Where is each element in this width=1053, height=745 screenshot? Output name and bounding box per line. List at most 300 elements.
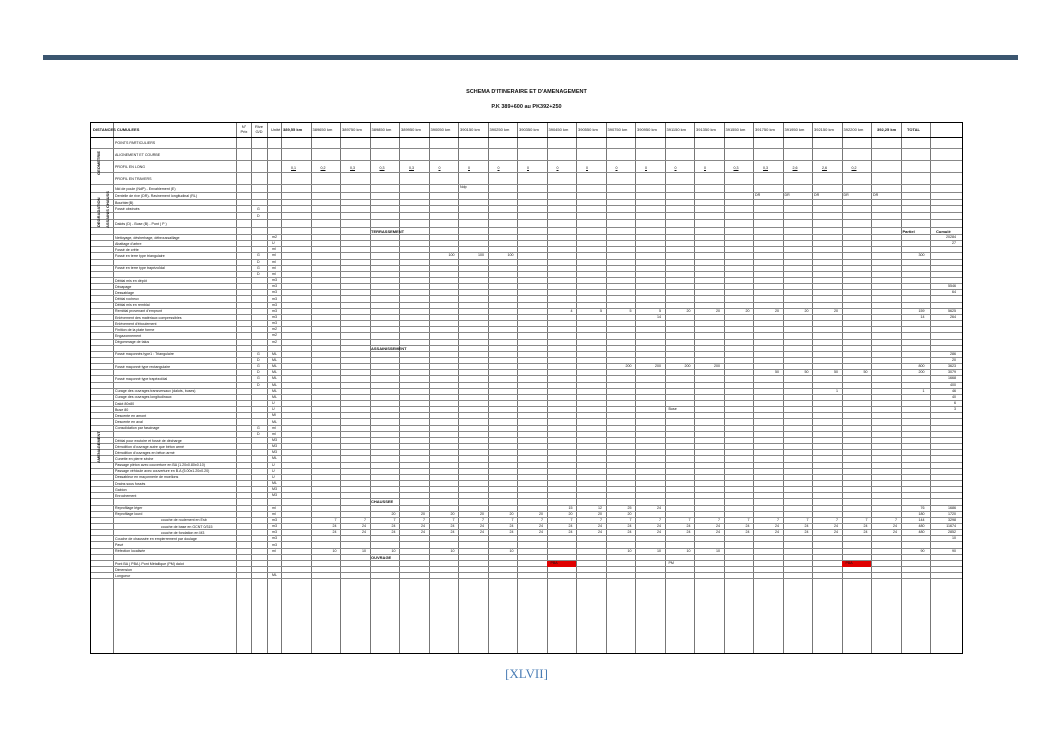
table-row [91,573,962,579]
value-cell: 7 [865,517,868,522]
value-cell: 5 [659,308,661,313]
value-cell: 24 [893,530,897,535]
value-cell: 24 [834,524,838,529]
value-cell: 200 [714,364,720,369]
value-cell: 24 [450,530,455,535]
dr-mark: DR [784,193,790,197]
value-cell: 5 [629,308,632,313]
header-unite: Unité [271,127,281,132]
value-cell: 24 [391,524,396,529]
row-label: Reprofilage lourd [115,512,143,517]
value-cell: 10 [391,548,396,553]
row-label: Bourbier(B) [115,200,134,205]
partiel-header: Partiel [902,229,915,234]
header-pk: 391950 km [784,127,805,132]
unit-cell: m3 [272,321,277,326]
cumule-cell: 90 [952,548,956,553]
rive-cell: D [257,370,260,375]
row-label: Engazonnement [115,333,142,338]
unit-cell: m3 [272,308,277,313]
value-cell: 24 [450,524,455,529]
cumule-cell: 1686 [948,505,956,510]
row-label: Enlèvement des matériaux compressibles [115,315,182,320]
value-cell: 24 [834,530,838,535]
row-label: Descente en aval [115,420,143,425]
row-label: Fossé obstrués [115,207,140,211]
unit-cell: ml [272,431,276,436]
profil-value: 0,3 [733,166,739,170]
unit-cell: ml [272,253,276,258]
row-label: Nettoyage, désherbage, débroussaillage [115,235,180,240]
value-cell: 24 [421,530,425,535]
value-cell: 20 [804,308,809,313]
value-cell: 20 [391,511,396,516]
value-cell: 24 [568,530,573,535]
row-label: Dalots (D) - Buse (B) - Pont ( P ) [115,221,167,226]
value-cell: 7 [511,517,514,522]
degradation-row [91,206,962,213]
value-cell: 24 [686,530,691,535]
value-cell: 24 [627,530,632,535]
row-label: Buse 80 [115,407,129,412]
value-cell: 7 [452,517,455,522]
value-cell: 20 [480,511,484,516]
value-cell: PBA [550,560,558,565]
profil-value: 0,3 [763,166,768,170]
unit-cell: ml [272,259,276,264]
value-cell: 24 [539,524,543,529]
partiel-cell: 14 [920,314,925,319]
row-label: Dimension [115,567,132,572]
profil-value: 0 [497,166,500,170]
row-label: ALIGNEMENT ET COURBE [115,152,161,157]
row-label: Finition de la plate forme [115,327,155,332]
unit-cell: m3 [272,284,277,289]
cumule-cell: 10 [952,536,956,541]
row-label: Gabion [115,487,127,492]
row-label: Enlèvement d'éboulement [115,321,157,326]
cumule-cell: 2852 [948,530,956,535]
value-cell: 24 [893,524,897,529]
value-cell: 24 [863,530,868,535]
unit-cell: ML [272,370,277,375]
value-cell: Buse [668,407,677,412]
rive-cell: G [257,364,260,369]
value-cell: 10 [450,548,455,553]
unit-cell: m3 [272,278,277,283]
value-cell: 200 [625,364,632,369]
profil-value: 0 [438,166,441,170]
value-cell: 20 [568,511,573,516]
value-cell: 20 [421,511,425,516]
unit-cell: M3 [272,493,277,498]
value-cell: 24 [657,524,661,529]
cumule-header: Cumulé [936,229,951,234]
row-label: Décapage [115,284,132,289]
unit-cell: m3 [272,517,277,522]
partiel-cell: 180 [918,511,925,516]
row-label: Pavé [115,543,124,548]
profil-value: 0,3 [409,166,414,170]
row-label: Curage des ouvrages longitudinaux [115,395,172,400]
header-pk: 390950 km [637,127,657,132]
row-label: couche de base en GCNT 0/315 [161,524,213,529]
unit-cell: ml [272,247,276,252]
row-label: Déblai mis en dépôt [115,278,147,283]
rive-cell: D [257,271,260,276]
value-cell: 7 [334,517,337,522]
value-cell: 20 [716,308,720,313]
unit-cell: m2 [272,339,277,344]
value-cell: 24 [391,530,396,535]
value-cell: 20 [745,308,750,313]
row-label: Dentelle de rive (DR)- Ravinement longitudinal (RL) [115,194,198,198]
header-pk: 392200 km [843,127,864,132]
value-cell: 7 [629,517,632,522]
value-cell: 24 [716,524,720,529]
header-pk: 391750 km [755,127,775,132]
value-cell: 7 [836,517,838,522]
value-cell: PBA [845,560,853,565]
dr-mark: DR [755,193,761,197]
value-cell: 12 [598,505,602,510]
value-cell: 20 [539,511,543,516]
unit-cell: ml [272,548,276,553]
header-pk: 390450 km [548,127,569,132]
profil-value: 0,2 [851,166,857,170]
header-pk: 390550 km [578,127,598,132]
profil-value: 0 [586,166,588,170]
row-label: Dégommage de talus [115,340,150,345]
cumule-cell: 264 [950,314,956,319]
unit-cell: ML [272,456,277,461]
cumule-cell: 6 [954,401,956,406]
unit-cell: U [272,401,275,406]
band-amenagement: AMENAGEMENT [96,431,101,463]
rive-cell: D [257,358,260,362]
partiel-cell: 90 [920,548,925,553]
value-cell: 20 [627,511,632,516]
cumule-cell: 5546 [948,284,956,289]
row-label: Passage véhicule avec couverture en B.A (5.00x1.20x0.20) [115,469,210,474]
profil-value: 2,6 [792,166,798,170]
profil-value: 0,1 [291,166,296,170]
cumule-cell: 27 [952,241,956,246]
unit-cell: ML [272,419,277,424]
header-pk: 391550 km [725,127,746,132]
unit-cell: M3 [272,437,277,442]
value-cell: 24 [509,524,514,529]
page-footer: [XLVII] [505,666,548,681]
unit-cell: U [272,474,275,479]
unit-cell: M3 [272,487,277,492]
unit-cell: ml [272,511,276,516]
header-pk: 389950 km [401,127,421,132]
unit-cell: ml [272,505,276,510]
value-cell: 24 [598,530,602,535]
value-cell: 7 [541,517,543,522]
unit-cell: ML [272,388,277,393]
unit-cell: U [272,241,275,246]
unit-cell: m2 [272,327,277,332]
cumule-cell: 1720 [948,511,956,516]
unit-cell: ML [272,481,277,485]
value-cell: 24 [332,530,337,535]
row-label: couche de roulement en Esb [161,518,207,523]
degradation-row [91,213,962,220]
partiel-cell: 800 [918,364,925,369]
unit-cell: ML [272,394,277,399]
header-pk: 389650 km [312,127,333,132]
row-label: couche de fondation en M3 [161,530,205,535]
partiel-cell: 159 [918,308,925,313]
unit-cell: m3 [272,542,277,547]
value-cell: 1 [836,388,838,393]
partiel-cell: 1 [922,388,925,393]
cumule-cell: 64 [952,290,956,295]
value-cell: 50 [834,370,838,375]
partiel-cell: 300 [918,253,925,258]
unit-cell: m3 [272,302,277,307]
unit-cell: m3 [272,296,277,301]
value-cell: 20 [509,511,514,516]
partiel-cell: 144 [918,517,925,522]
value-cell: 24 [716,530,720,535]
profil-value: 0 [527,166,529,170]
value-cell: 24 [539,530,543,535]
section-title: CHAUSSEE [371,499,394,505]
value-cell: PM [668,560,674,565]
value-cell: 20 [686,308,691,313]
value-cell: 25 [627,505,632,510]
profil-value: 0,3 [379,166,385,170]
value-cell: 10 [362,548,366,553]
row-label: Curage des ouvrages transversaux (dalots, buses) [115,389,196,394]
header-pk: 391150 km [666,127,686,132]
header-pk: 390350 km [519,127,539,132]
profil-value: 0 [704,166,706,170]
row-label: Nid de poule (NdP) - Envahlement (E) [115,186,176,191]
row-label: Dessablage [115,290,134,295]
unit-cell: m2 [272,333,277,338]
rive-cell: G [257,207,260,211]
value-cell: 7 [806,517,809,522]
row-label: Fossé en terre type triangulaire [115,254,165,258]
cumule-cell: 400 [950,382,956,387]
row-label: Remblai provenant d'emprunt [115,309,163,314]
unit-cell: ml [272,271,276,276]
row-label: Dessableur en maçonnerie de moellons [115,475,179,480]
rive-cell: G [257,351,260,356]
value-cell: 10 [716,548,720,553]
dr-mark: DR [843,193,849,197]
section-terrassement [91,228,962,235]
row-label: Drains sous fossés [115,481,146,486]
rive-cell: D [257,214,260,218]
row-label: PROFIL EN TRAVERS [115,176,152,181]
header-pk: 390050 km [430,127,451,132]
rive-cell: G [257,425,260,430]
value-cell: 24 [480,524,484,529]
value-cell: 24 [863,524,868,529]
header-pk: 392150 km [814,127,834,132]
header-pk: 390250 km [489,127,510,132]
partiel-cell: 480 [918,530,925,535]
value-cell: 100 [448,253,455,258]
partiel-cell: 76 [920,505,925,510]
value-cell: 14 [657,314,661,319]
value-cell: 24 [804,530,809,535]
row-label: Démolition d'ouvrages en béton armé [115,450,175,455]
ndp-mark: Ndp [460,185,467,189]
header-pk: 389850 km [371,127,392,132]
unit-cell: U [272,462,275,467]
profil-value: 0,2 [320,166,326,170]
row-label: Cunette en pierre sèche [115,456,154,461]
degradation-row [91,185,962,193]
geometry-row [91,137,962,149]
geometry-row [91,149,962,161]
unit-cell: m3 [272,290,277,295]
row-label: Descente en amont [115,413,147,418]
unit-cell: ML [272,382,277,387]
band-geometrie: GEOMETRIE [96,150,101,175]
top-rule [43,55,1018,60]
section-title: TERRASSEMENT [371,229,405,234]
value-cell: 7 [570,517,573,522]
cumule-cell: 11674 [946,524,956,529]
header-distances: DISTANCES CUMULEES [93,127,140,132]
value-cell: 10 [332,548,337,553]
value-cell: 7 [364,517,366,522]
value-cell: 24 [568,524,573,529]
value-cell: 10 [686,548,691,553]
unit-cell: U [272,468,275,473]
value-cell: 5 [600,308,602,313]
row-label: Dalot 80x80 [115,401,135,406]
partiel-cell: 480 [918,524,925,529]
header-pk: 391350 km [696,127,716,132]
row-label: Passage piéton avec couverture en BA (1.20x0.80x0.10) [115,463,205,468]
value-cell: 100 [478,253,484,258]
value-cell: 7 [482,517,484,522]
header-pk: 390150 km [460,127,480,132]
unit-cell: ml [272,425,276,430]
cumule-cell: 3079 [948,370,956,375]
section-title: ASSAINISSEMENT [371,345,407,351]
unit-cell: m2 [272,235,277,239]
row-label: Consolidation par fascinage [115,426,160,431]
row-label: Abattage d'arbre [115,241,142,246]
dr-mark: DR [873,193,879,197]
profil-value: 0 [674,166,677,170]
unit-cell: M3 [272,444,277,449]
header-rive: Rive G/D [254,124,263,134]
unit-cell: Ml [272,413,276,418]
value-cell: 7 [393,517,396,522]
value-cell: 24 [745,530,750,535]
rive-cell: D [257,259,260,264]
header-pk: 390750 km [607,127,628,132]
value-cell: 20 [834,308,838,313]
profil-value: 0 [645,166,647,170]
geometry-row [91,173,962,185]
dr-mark: DR [814,193,820,197]
rive-cell: D [257,382,260,387]
cumule-cell: 1668 [948,376,956,381]
cumule-cell: 3 [954,407,956,412]
row-label: Reprofilage léger [115,506,143,511]
unit-cell: ML [272,358,277,362]
value-cell: 10 [627,548,632,553]
degradation-row [91,193,962,200]
value-cell: 7 [423,517,425,522]
value-cell: 15 [568,505,573,510]
value-cell: 24 [745,524,750,529]
row-label: Enrochement [115,493,137,498]
unit-cell: m3 [272,530,277,535]
section-title: OUVRAGE [371,554,392,560]
row-label: Réfection localisée [115,549,146,554]
value-cell: 50 [775,370,779,375]
value-cell: 200 [684,364,691,369]
document-range: P.K 389+600 au PK392+250 [491,104,562,110]
value-cell: 24 [509,530,514,535]
value-cell: 24 [686,524,691,529]
row-label: Longueur [115,573,131,578]
value-cell: 7 [718,517,720,522]
value-cell: 7 [600,517,602,522]
value-cell: 50 [804,370,809,375]
row-label: Fossé de crête [115,247,139,252]
value-cell: 10 [657,548,661,553]
rive-cell: G [257,265,260,270]
unit-cell: ML [272,351,277,356]
value-cell: 24 [362,530,366,535]
value-cell: 7 [747,517,750,522]
rive-cell: D [257,431,260,436]
row-label: Déblai rocheux [115,297,139,302]
document-title: SCHEMA D'ITINERAIRE ET D'AMENAGEMENT [466,89,587,95]
value-cell: 24 [362,524,366,529]
row-label: Déblai pour exutoire et fossé de décharge [115,438,182,443]
value-cell: 24 [421,524,425,529]
cumule-cell: 20284 [946,235,956,239]
header-start: 389,55 km [283,127,303,132]
header-end: 392,25 km [877,127,897,132]
value-cell: 24 [332,524,337,529]
row-label: Fossé en terre type trapézoïdal [115,266,165,271]
profil-value: 0,3 [350,166,355,170]
degradation-row [91,220,962,228]
profil-value: 0 [468,166,470,170]
row-label: Démolition d'ouvrage autre que béton armé [115,444,185,449]
value-cell: 24 [657,505,661,510]
itinerary-sheet [90,122,963,654]
value-cell: 7 [688,517,691,522]
row-label: PROFIL EN LONG [115,164,146,169]
cumule-cell: 5625 [948,308,956,313]
cumule-cell: 286 [950,351,956,356]
band-degradation: DEGRADATION [96,197,101,227]
value-cell: 7 [777,517,779,522]
value-cell: 24 [804,524,809,529]
row-label: Déblai mis en remblai [115,303,150,308]
value-cell: 24 [775,530,779,535]
band-assainis: ASSAINIS CHAUSS [105,191,110,228]
rive-cell: G [257,253,260,258]
profil-value: 0 [615,166,618,170]
